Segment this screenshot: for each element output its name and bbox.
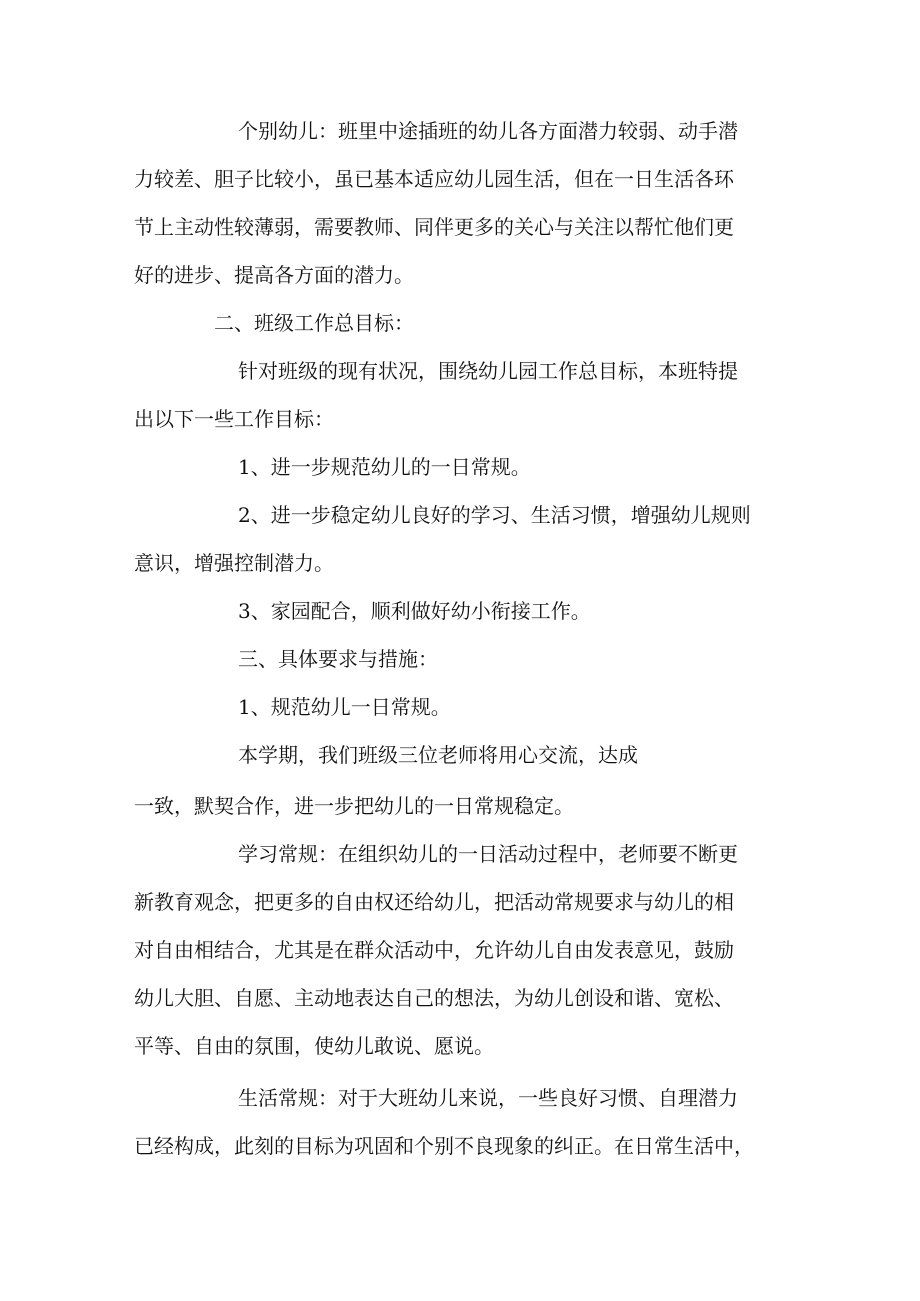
text-line: 生活常规：对于大班幼儿来说，一些良好习惯、自理潜力 — [238, 1086, 738, 1110]
text-line: 力较差、胆子比较小，虽已基本适应幼儿园生活，但在一日生活各环 — [134, 167, 734, 191]
text-line: 本学期，我们班级三位老师将用心交流，达成 — [238, 743, 638, 767]
list-item: 2、进一步稳定幼儿良好的学习、生活习惯，增强幼儿规则 — [238, 503, 751, 527]
text-line: 幼儿大胆、自愿、主动地表达自己的想法，为幼儿创设和谐、宽松、 — [134, 986, 734, 1010]
text-line: 学习常规：在组织幼儿的一日活动过程中，老师要不断更 — [238, 842, 738, 866]
section-heading: 三、具体要求与措施： — [238, 647, 438, 671]
text-line: 出以下一些工作目标： — [134, 407, 334, 431]
text-line: 针对班级的现有状况，围绕幼儿园工作总目标，本班特提 — [238, 359, 738, 383]
list-item: 1、规范幼儿一日常规。 — [238, 695, 451, 719]
text-line: 意识，增强控制潜力。 — [134, 551, 334, 575]
text-line: 节上主动性较薄弱，需要教师、同伴更多的关心与关注以帮忙他们更 — [134, 215, 734, 239]
text-line: 一致，默契合作，进一步把幼儿的一日常规稳定。 — [134, 794, 574, 818]
text-line: 平等、自由的氛围，使幼儿敢说、愿说。 — [134, 1034, 494, 1058]
document-body — [134, 107, 804, 1170]
list-item: 1、进一步规范幼儿的一日常规。 — [238, 455, 531, 479]
section-heading: 二、班级工作总目标： — [214, 311, 414, 335]
text-line: 个别幼儿：班里中途插班的幼儿各方面潜力较弱、动手潜 — [238, 119, 738, 143]
text-line: 好的进步、提高各方面的潜力。 — [134, 263, 414, 287]
list-item: 3、家园配合，顺利做好幼小衔接工作。 — [238, 599, 591, 623]
text-line: 对自由相结合，尤其是在群众活动中，允许幼儿自由发表意见，鼓励 — [134, 938, 734, 962]
text-line: 已经构成，此刻的目标为巩固和个别不良现象的纠正。在日常生活中， — [134, 1134, 754, 1158]
text-line: 新教育观念，把更多的自由权还给幼儿，把活动常规要求与幼儿的相 — [134, 890, 734, 914]
